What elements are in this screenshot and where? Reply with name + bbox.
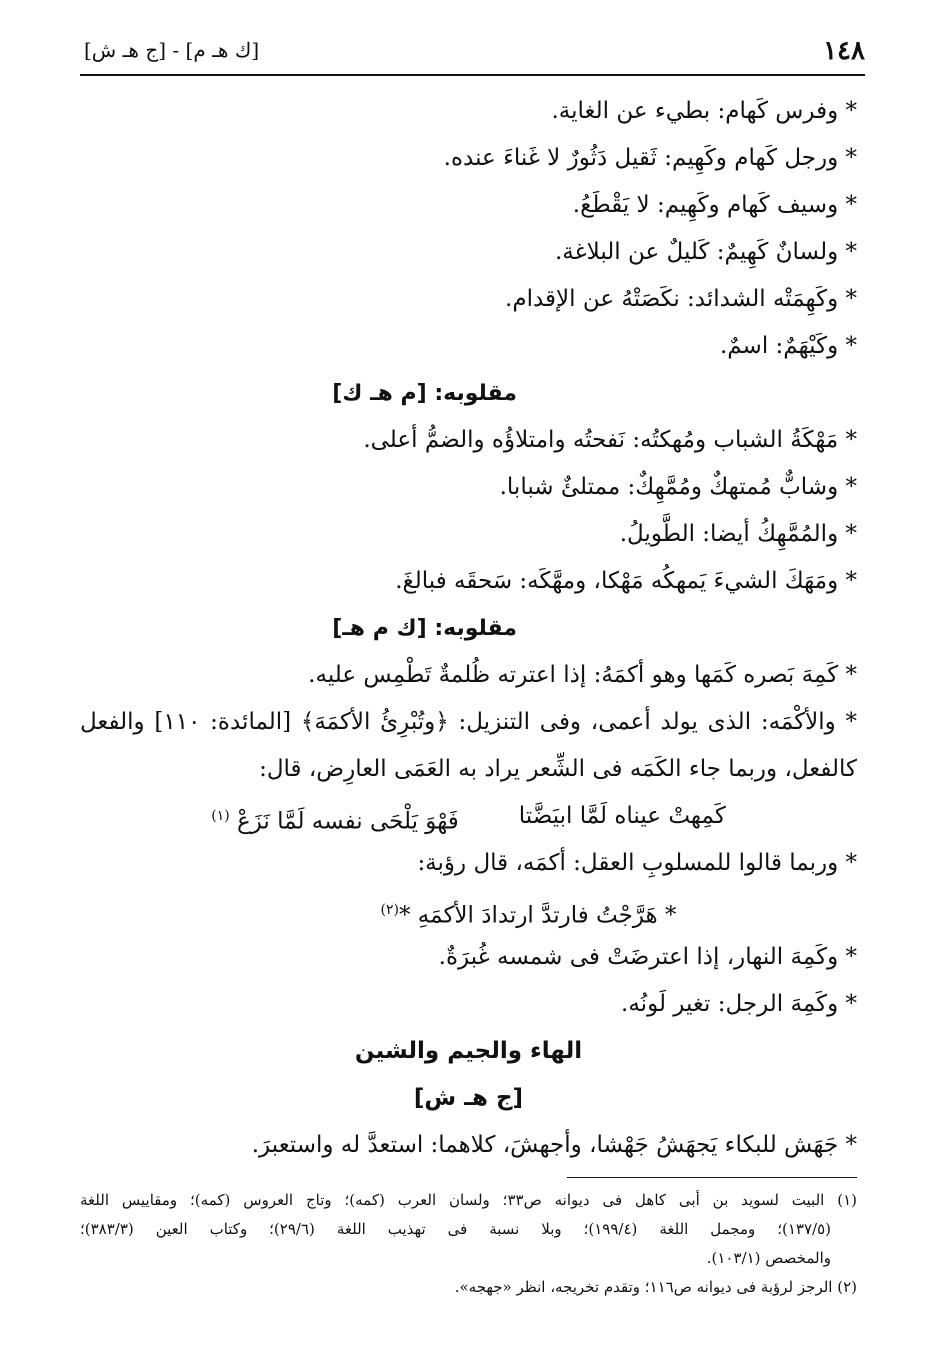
entry-line: * وكَمِهَ الرجل: تغير لَونُه. <box>621 991 857 1017</box>
root-heading-jhsh: [ج هـ ش] <box>413 1085 524 1111</box>
entry-line: * كَمِهَ بَصره كَمَها وهو أكمَهُ: إذا اعترته ظُلمةٌ تَطْمِس عليه. <box>308 662 857 688</box>
entry-line: * وفرس كَهام: بطيء عن الغاية. <box>551 98 857 124</box>
verse-hemistich-2 <box>211 793 459 840</box>
entry-line: * وسيف كَهام وكَهِيم: لا يَقْطَعُ. <box>572 192 857 218</box>
entry-line: * وربما قالوا للمسلوبِ العقل: أكمَه، قال رؤبة: <box>417 850 857 876</box>
page-body <box>80 88 857 1169</box>
footnote-2-line: (٢) الرجز لرؤبة فى ديوانه ص١١٦؛ وتقدم تخريجه، انظر «جهجه». <box>454 1278 857 1296</box>
footnote-divider <box>567 1177 857 1178</box>
entry-line: * وشابٌّ مُمتهكٌ ومُمَّهِكٌ: ممتلئٌ شبابا. <box>499 474 857 500</box>
running-head: [ك هـ م] - [ج هـ ش] <box>84 38 260 62</box>
entry-line: * وكَيْهَمٌ: اسمٌ. <box>719 333 857 359</box>
entry-line: * ولسانٌ كَهِيمٌ: كَليلٌ عن البلاغة. <box>554 239 857 265</box>
entry-line: * والمُمَّهِكُ أيضا: الطَّويلُ. <box>619 521 857 547</box>
section-heading-kmh: مقلوبه: [ك م هـ] <box>332 616 517 641</box>
section-heading-mhk: مقلوبه: [م هـ ك] <box>332 381 517 406</box>
verse-hemistich-1: كَمِهتْ عيناه لَمَّا ابيَضَّتا <box>518 803 726 829</box>
entry-line: كالفعل، وربما جاء الكَمَه فى الشِّعر يراد به العَمَى العارِض، قال: <box>259 756 857 782</box>
rajaz-verse <box>80 887 857 934</box>
entry-line: * ورجل كَهام وكَهِيم: ثَقيل دَثُورٌ لا غَناءَ عنده. <box>443 145 857 171</box>
footnote-ref-1: (١) <box>211 808 230 824</box>
entry-line: * وكَهِمَتْه الشدائد: نكَصَتْهُ عن الإقدام. <box>505 286 857 312</box>
entry-line: * ومَهَكَ الشيءَ يَمهكُه مَهْكا، ومهَّكَه: سَحقَه فبالغَ. <box>395 568 857 594</box>
footnote-1-line: (١٣٧/٥)؛ ومجمل اللغة (١٩٩/٤)؛ وبلا نسبة فى تهذيب اللغة (٢٩/٦)؛ وكتاب العين (٣٨٣/٣)؛ <box>80 1220 831 1238</box>
entry-line: * جَهَش للبكاء يَجهَشُ جَهْشا، وأجهشَ، كلاهما: استعدَّ له واستعبرَ. <box>251 1132 857 1158</box>
footnote-ref-2: (٢) <box>380 902 399 918</box>
page-number: ١٤٨ <box>823 36 865 66</box>
rajaz-text: * هَرَّجْتُ فارتدَّ ارتدادَ الأكمَهِ * <box>399 902 677 929</box>
chapter-heading: الهاء والجيم والشين <box>354 1038 583 1064</box>
footnote-1-line: (١) البيت لسويد بن أبى كاهل فى ديوانه ص٣٣؛ ولسان العرب (كمه)؛ وتاج العروس (كمه)؛ ومقاييس اللغة <box>80 1191 857 1209</box>
footnotes <box>80 1186 857 1302</box>
poetry-verse <box>80 793 857 840</box>
footnote-1-line: والمخصص (١٠٣/١). <box>706 1249 831 1267</box>
entry-line: * مَهْكَةُ الشباب ومُهكتُه: نَفحتُه وامتلاؤُه والضمُّ أعلى. <box>363 427 857 453</box>
page-header <box>80 32 865 76</box>
entry-line: * وكَمِهَ النهار، إذا اعترضَتْ فى شمسه غُبرَةٌ. <box>438 944 857 970</box>
entry-line: * والأكْمَه: الذى يولد أعمى، وفى التنزيل: ﴿وتُبْرِئُ الأكمَهَ﴾ [المائدة: ١١٠] والفعل <box>80 709 857 735</box>
verse-hemistich-2-text: فَهْوَ يَلْحَى نفسه لَمَّا نَزَعْ <box>237 808 459 835</box>
